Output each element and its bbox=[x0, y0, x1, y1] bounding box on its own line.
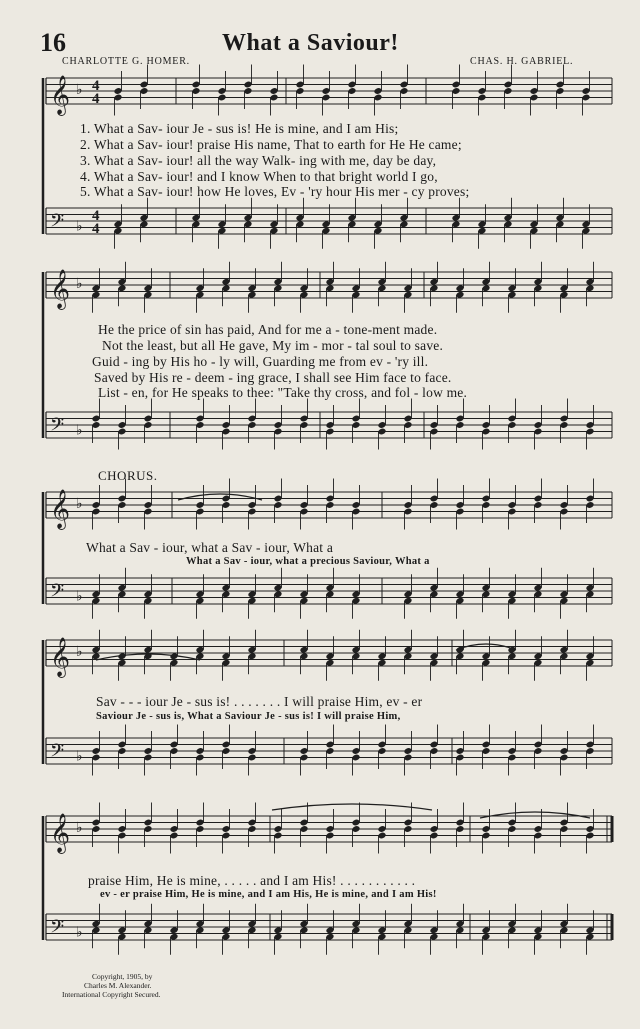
song-title: What a Saviour! bbox=[222, 30, 399, 56]
bass-clef-icon: 𝄢 bbox=[50, 741, 65, 766]
verse-2-line-2: Not the least, but all He gave, My im - mor - tal soul to save. bbox=[102, 338, 444, 353]
bass-clef-icon: 𝄢 bbox=[50, 211, 65, 236]
time-signature-top: 4 bbox=[92, 208, 100, 224]
chorus-line-2-alto: Saviour Je - sus is, What a Saviour Je - sus is! I will praise Him, bbox=[96, 711, 401, 722]
tie-arc bbox=[272, 804, 432, 810]
key-flat-icon: ♭ bbox=[76, 82, 83, 98]
verse-4-line-1: 4. What a Sav- iour! and I know When to that bright world I go, bbox=[80, 169, 438, 184]
key-flat-icon: ♭ bbox=[76, 276, 83, 292]
time-signature-top: 4 bbox=[92, 78, 100, 94]
copyright-line-2: Charles M. Alexander. bbox=[84, 981, 152, 990]
key-flat-icon: ♭ bbox=[76, 496, 83, 512]
verse-1-line-1: 1. What a Sav- iour Je - sus is! He is mine, and I am His; bbox=[80, 121, 399, 136]
verse-4-line-2: Saved by His re - deem - ing grace, I shall see Him face to face. bbox=[94, 370, 452, 385]
treble-clef-icon: 𝄞 bbox=[50, 637, 71, 677]
key-flat-icon: ♭ bbox=[76, 218, 83, 235]
time-signature-bottom: 4 bbox=[92, 91, 100, 107]
verse-3-line-2: Guid - ing by His ho - ly will, Guarding me from ev - 'ry ill. bbox=[92, 354, 429, 369]
chorus-line-1-alto: What a Sav - iour, what a precious Saviour, What a bbox=[186, 556, 430, 567]
tie-arc bbox=[456, 644, 516, 650]
time-signature-bottom: 4 bbox=[92, 221, 100, 237]
tie-arc bbox=[178, 494, 262, 500]
treble-clef-icon: 𝄞 bbox=[50, 75, 71, 115]
verse-3-line-1: 3. What a Sav- iour! all the way Walk- ing with me, day be day, bbox=[80, 153, 437, 168]
verse-2-line-1: 2. What a Sav- iour! praise His name, That to earth for He He came; bbox=[80, 137, 462, 152]
treble-clef-icon: 𝄞 bbox=[50, 813, 71, 853]
copyright-line-3: International Copyright Secured. bbox=[62, 990, 161, 999]
bass-clef-icon: 𝄢 bbox=[50, 581, 65, 606]
copyright-line-1: Copyright, 1905, by bbox=[92, 972, 153, 981]
author-credit: CHARLOTTE G. HOMER. bbox=[62, 56, 190, 67]
bass-clef-icon: 𝄢 bbox=[50, 415, 65, 440]
key-flat-icon: ♭ bbox=[76, 748, 83, 765]
treble-clef-icon: 𝄞 bbox=[50, 269, 71, 309]
verse-5-line-2: List - en, for He speaks to thee: "Take thy cross, and fol - low me. bbox=[98, 385, 468, 400]
chorus-label: CHORUS. bbox=[98, 468, 158, 483]
chorus-line-3-alto: ev - er praise Him, He is mine, and I am His, He is mine, and I am His! bbox=[100, 889, 437, 900]
composer-credit: CHAS. H. GABRIEL. bbox=[470, 56, 574, 67]
key-flat-icon: ♭ bbox=[76, 644, 83, 660]
key-flat-icon: ♭ bbox=[76, 422, 83, 439]
chorus-line-1-main: What a Sav - iour, what a Sav - iour, What a bbox=[86, 540, 334, 555]
chorus-line-3-main: praise Him, He is mine, . . . . . and I am His! . . . . . . . . . . . bbox=[88, 873, 416, 888]
key-flat-icon: ♭ bbox=[76, 820, 83, 836]
bass-clef-icon: 𝄢 bbox=[50, 917, 65, 942]
key-flat-icon: ♭ bbox=[76, 588, 83, 605]
tie-arc bbox=[480, 812, 590, 818]
verse-1-line-2: He the price of sin has paid, And for me a - tone-ment made. bbox=[98, 322, 438, 337]
page-number: 16 bbox=[40, 28, 66, 57]
copyright-notice bbox=[62, 972, 161, 999]
key-flat-icon: ♭ bbox=[76, 924, 83, 941]
chorus-line-2-main: Sav - - - iour Je - sus is! . . . . . . . I will praise Him, ev - er bbox=[96, 694, 423, 709]
verse-5-line-1: 5. What a Sav- iour! how He loves, Ev - 'ry hour His mer - cy proves; bbox=[80, 184, 470, 199]
treble-clef-icon: 𝄞 bbox=[50, 489, 71, 529]
